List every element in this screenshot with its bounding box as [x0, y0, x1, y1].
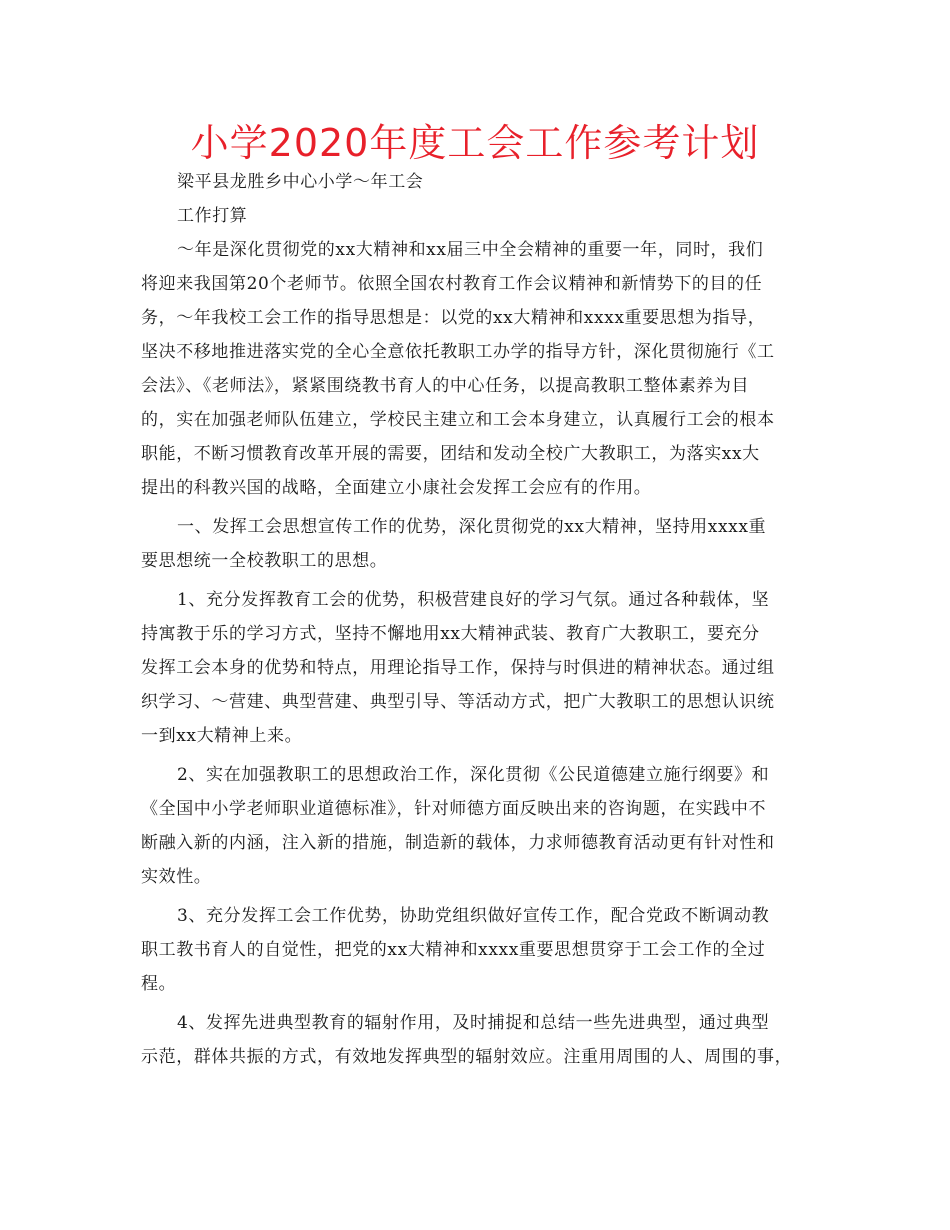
text-line: 务，～年我校工会工作的指导思想是：以党的xx大精神和xxxx重要思想为指导，	[141, 308, 766, 328]
text-line: 3、充分发挥工会工作优势，协助党组织做好宣传工作，配合党政不断调动教	[177, 906, 770, 926]
document-body	[141, 165, 821, 1074]
text-line: 1、充分发挥教育工会的优势，积极营建良好的学习气氛。通过各种载体，坚	[177, 590, 770, 610]
text-line: 职能，不断习惯教育改革开展的需要，团结和发动全校广大教职工，为落实xx大	[141, 444, 760, 464]
text-line: 会法》、《老师法》，紧紧围绕教书育人的中心任务，以提高教职工整体素养为目	[141, 376, 750, 396]
text-line: 2、实在加强教职工的思想政治工作，深化贯彻《公民道德建立施行纲要》和	[177, 765, 770, 785]
text-line: 提出的科教兴国的战略，全面建立小康社会发挥工会应有的作用。	[141, 478, 652, 498]
text-line: ～年是深化贯彻党的xx大精神和xx届三中全会精神的重要一年，同时，我们	[177, 240, 764, 260]
text-line: 工作打算	[177, 206, 248, 226]
text-line: 的，实在加强老师队伍建立，学校民主建立和工会本身建立，认真履行工会的根本	[141, 410, 775, 430]
text-line: 发挥工会本身的优势和特点，用理论指导工作，保持与时俱进的精神状态。通过组	[141, 658, 775, 678]
text-line: 织学习、～营建、典型营建、典型引导、等活动方式，把广大教职工的思想认识统	[141, 692, 775, 712]
text-line: 职工教书育人的自觉性，把党的xx大精神和xxxx重要思想贯穿于工会工作的全过	[141, 940, 766, 960]
text-line: 《全国中小学老师职业道德标准》，针对师德方面反映出来的咨询题，在实践中不	[141, 799, 767, 819]
text-line: 将迎来我国第20个老师节。依照全国农村教育工作会议精神和新情势下的目的任	[141, 274, 763, 294]
text-line: 示范，群体共振的方式，有效地发挥典型的辐射效应。注重用周围的人、周围的事，	[141, 1047, 793, 1067]
text-line: 要思想统一全校教职工的思想。	[141, 551, 388, 571]
text-line: 一、发挥工会思想宣传工作的优势，深化贯彻党的xx大精神，坚持用xxxx重	[177, 517, 767, 537]
text-line: 断融入新的内涵，注入新的措施，制造新的载体，力求师德教育活动更有针对性和	[141, 833, 775, 853]
text-line: 坚决不移地推进落实党的全心全意依托教职工办学的指导方针，深化贯彻施行《工	[141, 342, 775, 362]
text-line: 持寓教于乐的学习方式，坚持不懈地用xx大精神武装、教育广大教职工，要充分	[141, 624, 760, 644]
document-title: 小学2020年度工会工作参考计划	[190, 121, 760, 165]
text-line: 4、发挥先进典型教育的辐射作用，及时捕捉和总结一些先进典型，通过典型	[177, 1013, 770, 1033]
text-line: 一到xx大精神上来。	[141, 726, 303, 746]
text-line: 程。	[141, 974, 177, 994]
text-line: 实效性。	[141, 867, 212, 887]
text-line: 梁平县龙胜乡中心小学～年工会	[177, 172, 424, 192]
